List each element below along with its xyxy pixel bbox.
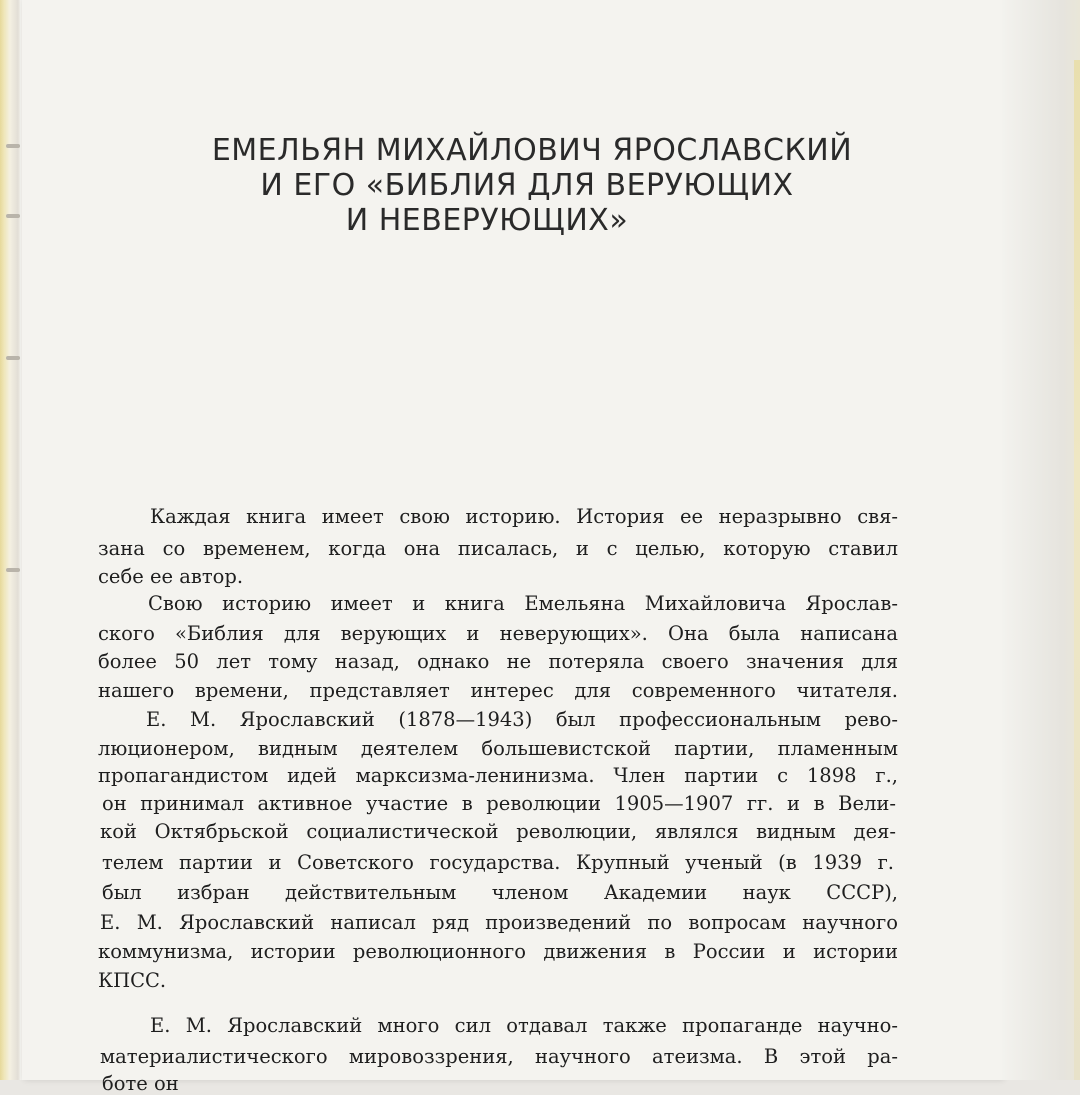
text-line: пропагандистом идей марксизма-ленинизма. Член партии с 1898 г.,	[98, 764, 898, 787]
text-line: был избран действительным членом Академии наук СССР),	[102, 881, 898, 904]
binding-stitch	[6, 356, 20, 360]
cover-edge-strip	[1074, 60, 1080, 1080]
chapter-title-line: И НЕВЕРУЮЩИХ»	[345, 203, 629, 238]
text-line: коммунизма, истории революционного движения в России и истории	[98, 940, 898, 963]
text-line: более 50 лет тому назад, однако не потеряла своего значения для	[98, 650, 898, 673]
text-line: материалистического мировоззрения, научного атеизма. В этой ра-	[100, 1045, 898, 1068]
text-line: он принимал активное участие в революции 1905—1907 гг. и в Вели-	[102, 792, 896, 815]
text-line: КПСС.	[98, 969, 167, 992]
text-line: себе ее автор.	[98, 565, 244, 588]
page-stack-edge	[1002, 0, 1080, 1080]
text-line: Свою историю имеет и книга Емельяна Михайловича Ярослав-	[148, 592, 898, 615]
text-line: Е. М. Ярославский написал ряд произведений по вопросам научного	[100, 911, 898, 934]
text-line: кой Октябрьской социалистической революции, являлся видным дея-	[100, 820, 896, 843]
text-line: нашего времени, представляет интерес для современного читателя.	[98, 679, 898, 702]
book-page	[22, 0, 1002, 1095]
chapter-title-line: И ЕГО «БИБЛИЯ ДЛЯ ВЕРУЮЩИХ	[260, 168, 794, 203]
chapter-title	[22, 133, 1002, 238]
text-line: зана со временем, когда она писалась, и с целью, которую ставил	[98, 537, 898, 560]
book-binding-edge	[0, 0, 20, 1080]
text-line: Каждая книга имеет свою историю. История ее неразрывно свя-	[150, 505, 898, 528]
text-line: телем партии и Советского государства. Крупный ученый (в 1939 г.	[102, 851, 894, 874]
text-line: Е. М. Ярославский много сил отдавал также пропаганде научно-	[150, 1014, 898, 1037]
binding-stitch	[6, 144, 20, 148]
chapter-title-line: ЕМЕЛЬЯН МИХАЙЛОВИЧ ЯРОСЛАВСКИЙ	[211, 133, 853, 168]
binding-stitch	[6, 568, 20, 572]
text-line: боте он	[102, 1072, 179, 1095]
text-line: ского «Библия для верующих и неверующих». Она была написана	[98, 622, 898, 645]
text-line: Е. М. Ярославский (1878—1943) был профессиональным рево-	[146, 708, 898, 731]
text-line: люционером, видным деятелем большевистской партии, пламенным	[98, 737, 898, 760]
